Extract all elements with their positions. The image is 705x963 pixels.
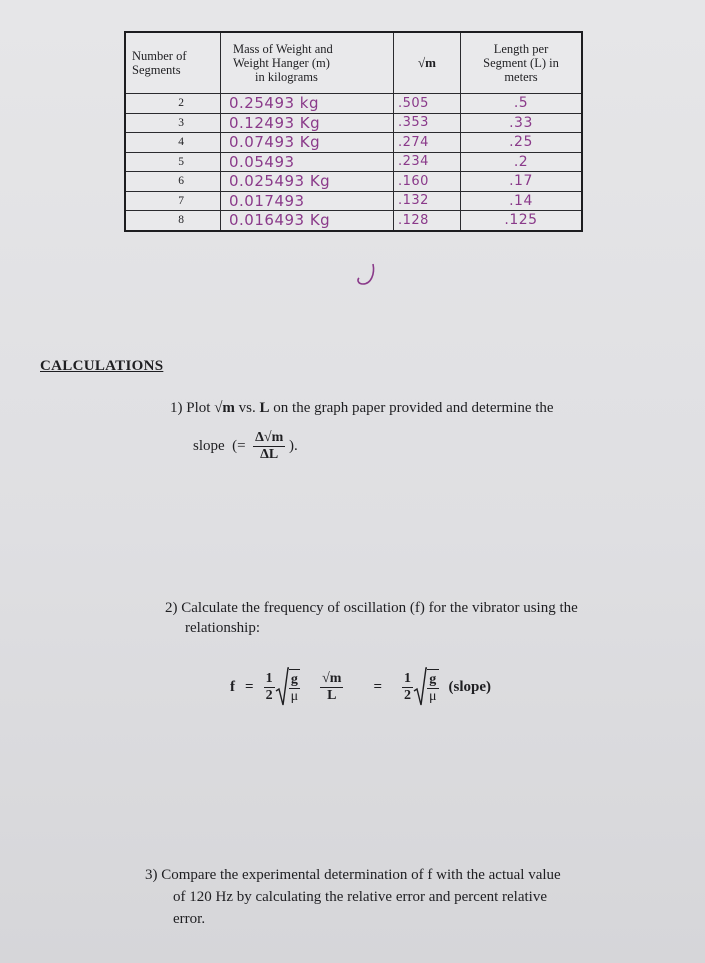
table-row — [125, 191, 582, 211]
header-sqrt-m: √m — [394, 32, 461, 94]
data-table — [124, 31, 583, 232]
table-row — [125, 172, 582, 192]
cell-length: .33 — [461, 113, 583, 133]
cell-segments: 2 — [125, 94, 221, 114]
radical-sign-icon — [275, 667, 289, 707]
frequency-formula: f = $\frac{1}{2}$ $\frac{g}{\mu}$ $\frac{√m}{L}$ = $\frac{1}{2}$ $\frac{g}{\mu}$ (slope) — [230, 657, 491, 717]
slope-fraction: $\frac{\Delta√m}{\Delta L}$ — [255, 430, 284, 462]
cell-segments: 6 — [125, 172, 221, 192]
table-row — [125, 152, 582, 172]
cell-segments: 8 — [125, 211, 221, 231]
one-half-fraction-2: $\frac{1}{2}$ — [404, 670, 411, 703]
cell-mass: 0.016493 Kg — [221, 211, 394, 231]
header-length: Length per Segment (L) in meters — [461, 32, 583, 94]
cell-segments: 3 — [125, 113, 221, 133]
cell-mass: 0.017493 — [221, 191, 394, 211]
header-segments: Number of Segments — [125, 32, 221, 94]
table-row — [125, 211, 582, 231]
calculations-heading: CALCULATIONS — [40, 358, 164, 374]
header-mass: Mass of Weight and Weight Hanger (m) in kilograms — [221, 32, 394, 94]
question-3: 3) Compare the experimental determination of f with the actual value of 120 Hz by calculating the relative error and percent relative error. — [145, 867, 561, 927]
cell-sqrt-m: .160 — [394, 172, 461, 192]
cell-segments: 5 — [125, 152, 221, 172]
g-over-mu-fraction-2: $\frac{g}{\mu}$ — [427, 669, 439, 705]
question-2-line-1: 2) Calculate the frequency of oscillation (f) for the vibrator using the — [165, 600, 578, 616]
question-1-slope-line: slope (= $\frac{\Delta√m}{\Delta L}$ ). — [193, 430, 298, 462]
cell-mass: 0.12493 Kg — [221, 113, 394, 133]
radical-sign-icon-2 — [413, 667, 427, 707]
one-half-fraction: $\frac{1}{2}$ — [265, 670, 273, 703]
g-over-mu-fraction: $\frac{g}{\mu}$ — [289, 669, 301, 705]
question-2-line-2: relationship: — [185, 620, 260, 636]
cell-length: .25 — [461, 133, 583, 153]
table-row — [125, 94, 582, 114]
question-1-line-1: 1) Plot √m vs. L on the graph paper provided and determine the — [170, 400, 554, 416]
cell-sqrt-m: .505 — [394, 94, 461, 114]
sqrt-m-over-L-fraction: $\frac{√m}{L}$ — [322, 670, 342, 703]
cell-mass: 0.07493 Kg — [221, 133, 394, 153]
handwritten-curl-mark — [355, 262, 377, 288]
cell-mass: 0.25493 kg — [221, 94, 394, 114]
cell-sqrt-m: .274 — [394, 133, 461, 153]
cell-length: .14 — [461, 191, 583, 211]
cell-mass: 0.05493 — [221, 152, 394, 172]
cell-mass: 0.025493 Kg — [221, 172, 394, 192]
cell-length: .5 — [461, 94, 583, 114]
cell-sqrt-m: .234 — [394, 152, 461, 172]
cell-sqrt-m: .132 — [394, 191, 461, 211]
table-header-row — [125, 32, 582, 94]
cell-segments: 4 — [125, 133, 221, 153]
table-row — [125, 133, 582, 153]
cell-length: .17 — [461, 172, 583, 192]
cell-sqrt-m: .128 — [394, 211, 461, 231]
cell-length: .125 — [461, 211, 583, 231]
table-row — [125, 113, 582, 133]
cell-length: .2 — [461, 152, 583, 172]
cell-sqrt-m: .353 — [394, 113, 461, 133]
cell-segments: 7 — [125, 191, 221, 211]
